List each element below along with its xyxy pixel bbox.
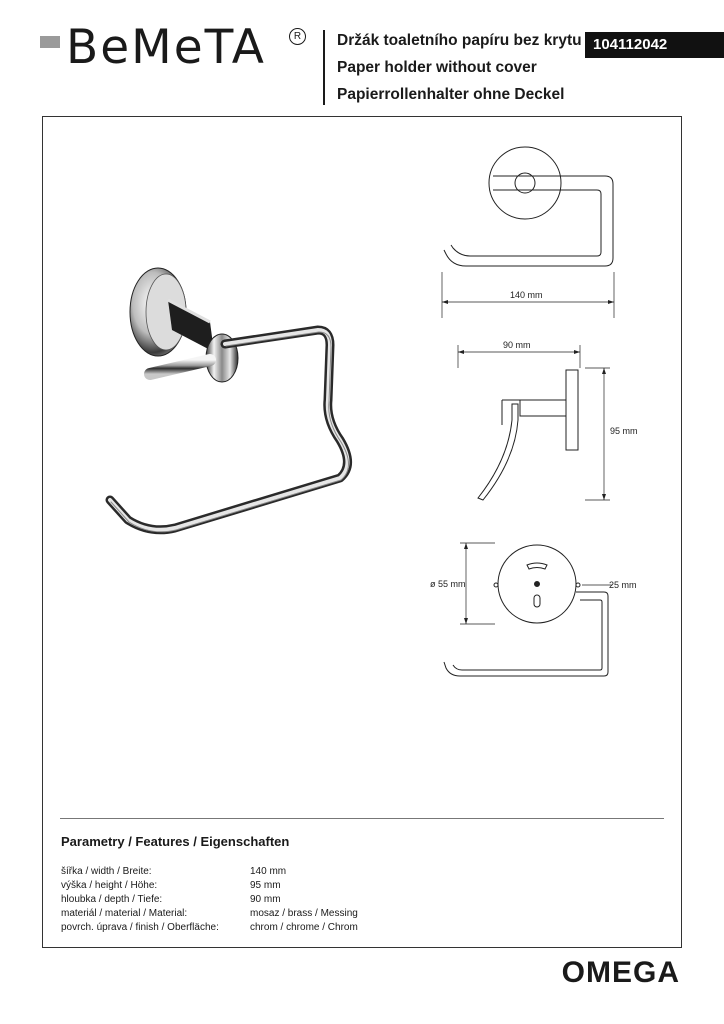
top-view-width-label: 140 mm [510, 290, 543, 300]
feature-value-finish: chrom / chrome / Chrom [250, 922, 358, 933]
front-view-drawing [444, 543, 612, 676]
feature-value-depth: 90 mm [250, 894, 281, 905]
feature-value-height: 95 mm [250, 880, 281, 891]
brand-logo: BeMeTA [66, 20, 266, 75]
registered-mark-icon: R [289, 28, 306, 45]
front-view-offset-label: 25 mm [609, 580, 637, 590]
feature-label-depth: hloubka / depth / Tiefe: [61, 894, 163, 905]
front-view-diameter-label: ø 55 mm [430, 579, 466, 589]
side-view-depth-label: 90 mm [503, 340, 531, 350]
product-code: 104112042 [585, 32, 724, 58]
feature-label-finish: povrch. úprava / finish / Oberfläche: [61, 922, 219, 933]
feature-label-width: šířka / width / Breite: [61, 866, 152, 877]
feature-label-material: materiál / material / Material: [61, 908, 188, 919]
features-title: Parametry / Features / Eigenschaften [61, 834, 290, 849]
title-czech: Držák toaletního papíru bez krytu [337, 32, 582, 49]
features-divider [60, 818, 664, 819]
side-view-drawing [458, 345, 610, 500]
product-photo [110, 268, 349, 532]
title-german: Papierrollenhalter ohne Deckel [337, 86, 565, 103]
feature-value-material: mosaz / brass / Messing [250, 908, 358, 919]
title-english: Paper holder without cover [337, 59, 537, 76]
feature-label-height: výška / height / Höhe: [61, 880, 158, 891]
feature-value-width: 140 mm [250, 866, 287, 877]
series-name: OMEGA [561, 956, 680, 989]
side-view-height-label: 95 mm [610, 426, 638, 436]
